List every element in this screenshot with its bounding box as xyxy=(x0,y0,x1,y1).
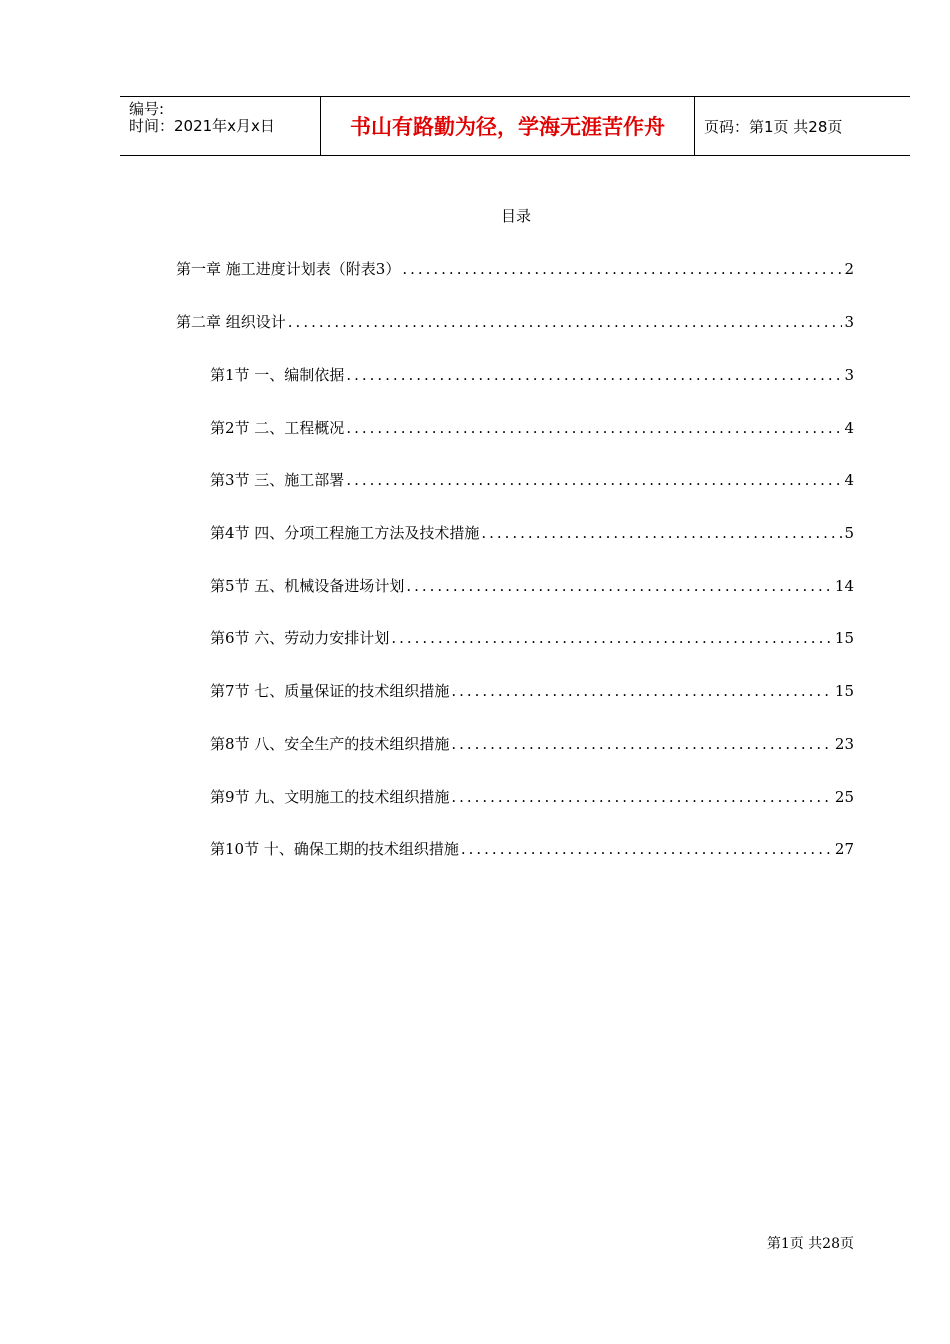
toc-leader-dots xyxy=(406,577,833,595)
toc-entry-label: 第5节 五、机械设备进场计划 xyxy=(210,577,405,595)
toc-entry[interactable] xyxy=(210,627,854,648)
header-page-cell xyxy=(695,97,910,155)
toc-entry-label: 第7节 七、质量保证的技术组织措施 xyxy=(210,682,450,700)
toc-entry[interactable] xyxy=(210,786,854,807)
toc-entry-label: 第8节 八、安全生产的技术组织措施 xyxy=(210,735,450,753)
toc-leader-dots xyxy=(451,788,833,806)
toc-entry[interactable] xyxy=(210,575,854,596)
toc-entry[interactable] xyxy=(210,469,854,490)
toc-entry[interactable] xyxy=(210,733,854,754)
toc-entry-label: 第一章 施工进度计划表（附表3） xyxy=(176,260,401,278)
toc-entry-page: 3 xyxy=(844,366,854,384)
toc-entry-page: 25 xyxy=(834,788,854,806)
toc-title: 目录 xyxy=(500,207,531,225)
toc-entry-page: 14 xyxy=(834,577,854,595)
toc-leader-dots xyxy=(481,524,842,542)
toc-leader-dots xyxy=(461,840,833,858)
toc-entry[interactable] xyxy=(210,417,854,438)
toc-leader-dots xyxy=(402,260,842,278)
toc-leader-dots xyxy=(451,735,833,753)
header-page-info: 页码：第1页 共28页 xyxy=(704,117,843,136)
toc-entry-label: 第1节 一、编制依据 xyxy=(210,366,345,384)
toc-entry-page: 5 xyxy=(844,524,854,542)
toc-entry[interactable] xyxy=(210,680,854,701)
toc-entry-page: 15 xyxy=(834,629,854,647)
toc-entry[interactable] xyxy=(210,838,854,859)
toc-entry-page: 23 xyxy=(834,735,854,753)
toc-entry-page: 2 xyxy=(844,260,854,278)
header-motto-cell xyxy=(321,97,695,155)
toc-entry[interactable] xyxy=(176,311,854,332)
toc-entry-page: 4 xyxy=(844,471,854,489)
toc-leader-dots xyxy=(391,629,833,647)
toc-leader-dots xyxy=(346,419,842,437)
toc-leader-dots xyxy=(288,313,843,331)
page-header xyxy=(120,96,910,156)
toc-entry-label: 第10节 十、确保工期的技术组织措施 xyxy=(210,840,459,858)
toc-entry-label: 第3节 三、施工部署 xyxy=(210,471,345,489)
page-footer: 第1页 共28页 xyxy=(766,1236,854,1252)
toc-entry-page: 27 xyxy=(834,840,854,858)
toc-entry[interactable] xyxy=(210,364,854,385)
toc-leader-dots xyxy=(346,471,842,489)
toc-entry-label: 第二章 组织设计 xyxy=(176,313,286,331)
toc-entry-label: 第6节 六、劳动力安排计划 xyxy=(210,629,390,647)
motto-text: 书山有路勤为径，学海无涯苦作舟 xyxy=(350,115,665,139)
toc-entry-page: 4 xyxy=(844,419,854,437)
serial-label: 编号: xyxy=(129,100,165,118)
toc-entry[interactable] xyxy=(210,522,854,543)
toc-entry-page: 3 xyxy=(844,313,854,331)
toc-leader-dots xyxy=(346,366,842,384)
toc-leader-dots xyxy=(451,682,833,700)
time-label: 时间：2021年x月x日 xyxy=(129,117,275,135)
header-meta-cell xyxy=(120,97,321,155)
toc-entry-label: 第2节 二、工程概况 xyxy=(210,419,345,437)
toc-entry-page: 15 xyxy=(834,682,854,700)
toc-entry-label: 第9节 九、文明施工的技术组织措施 xyxy=(210,788,450,806)
toc-entry-label: 第4节 四、分项工程施工方法及技术措施 xyxy=(210,524,480,542)
toc-entry[interactable] xyxy=(176,258,854,279)
